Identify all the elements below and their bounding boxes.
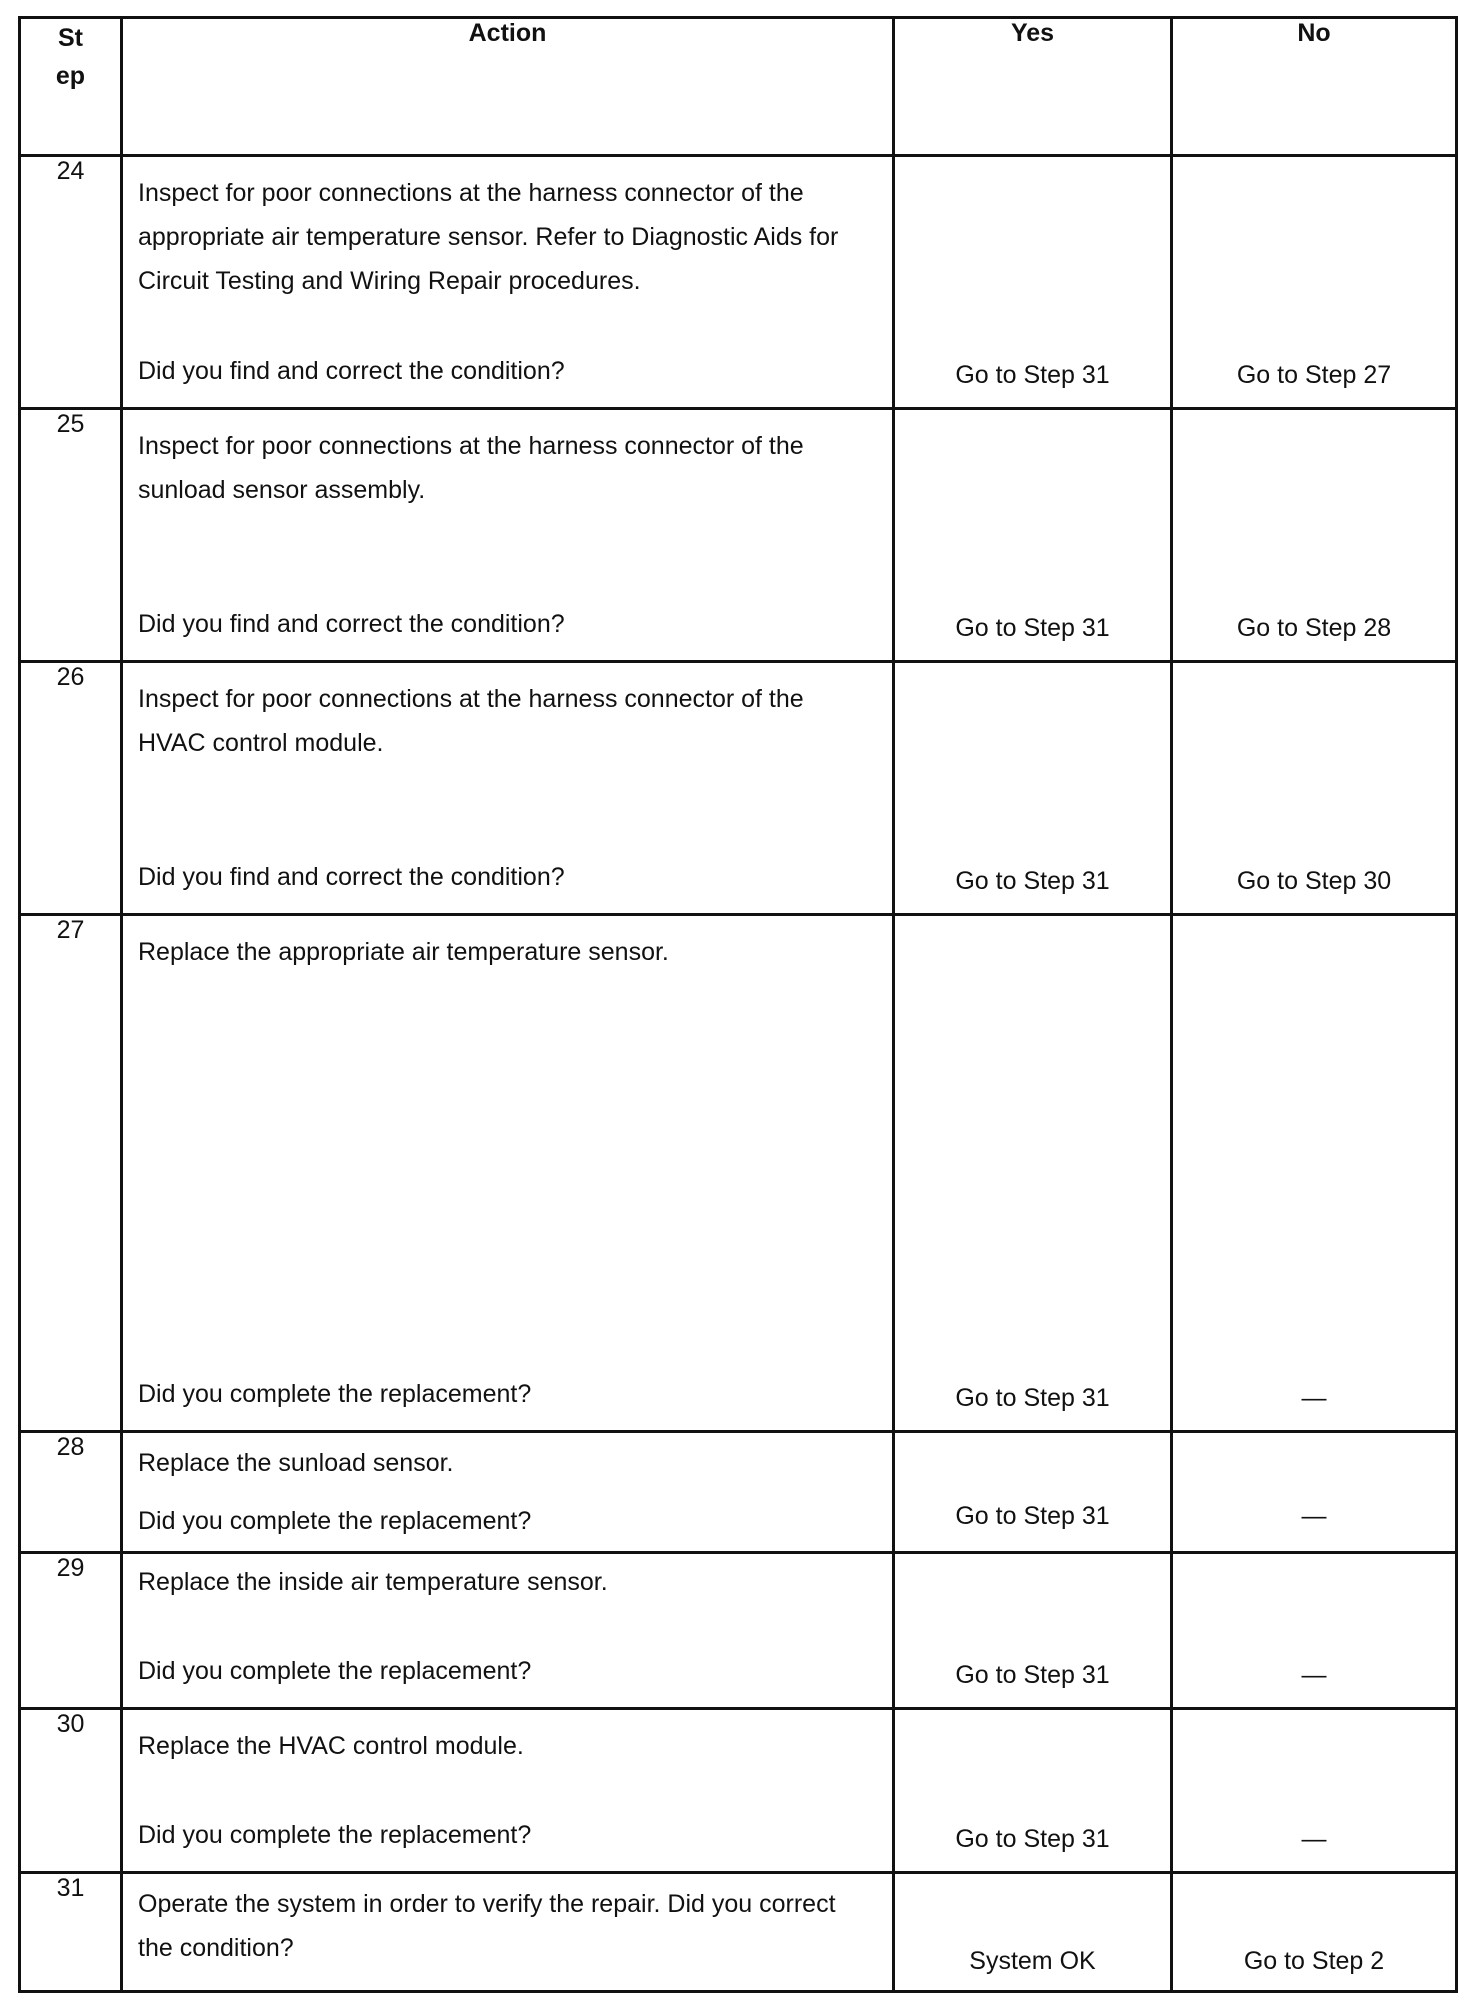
action-instruction: Inspect for poor connections at the harness connector of the HVAC control module. [138,685,804,757]
yes-cell [894,1432,1172,1553]
no-cell [1172,1873,1457,1992]
yes-result: Go to Step 31 [955,867,1110,895]
step-number: 28 [20,1432,122,1553]
action-instruction: Replace the appropriate air temperature sensor. [138,938,669,966]
action-instruction: Replace the HVAC control module. [138,1732,524,1760]
action-instruction: Inspect for poor connections at the harness connector of the appropriate air temperature sensor. Refer to Diagnostic Aids for Circuit Testing and Wiring Repair procedures. [138,179,839,295]
yes-cell [894,1709,1172,1873]
action-question: Did you find and correct the condition? [138,357,565,385]
action-cell [122,915,894,1432]
step-number: 31 [20,1873,122,1992]
header-action: Action [122,18,894,156]
no-cell [1172,915,1457,1432]
step-number: 24 [20,156,122,409]
no-cell [1172,1709,1457,1873]
no-cell [1172,409,1457,662]
yes-result: Go to Step 31 [955,1502,1110,1530]
yes-result: Go to Step 31 [955,614,1110,642]
table-row [20,915,1457,1432]
no-cell [1172,1432,1457,1553]
action-cell [122,1553,894,1709]
yes-cell [894,156,1172,409]
action-cell [122,662,894,915]
step-number: 25 [20,409,122,662]
no-result: — [1301,1502,1327,1530]
no-result: — [1301,1825,1327,1853]
table-row [20,1553,1457,1709]
step-number: 29 [20,1553,122,1709]
table-row [20,1873,1457,1992]
table-row [20,156,1457,409]
step-number: 26 [20,662,122,915]
table-row [20,1432,1457,1553]
diagnostic-table [18,16,1458,1993]
no-result: — [1301,1661,1327,1689]
yes-cell [894,662,1172,915]
action-question: Did you find and correct the condition? [138,863,565,891]
no-cell [1172,1553,1457,1709]
yes-cell [894,915,1172,1432]
yes-result: Go to Step 31 [955,1384,1110,1412]
no-result: Go to Step 2 [1243,1947,1385,1975]
table-row [20,662,1457,915]
action-cell [122,156,894,409]
action-cell [122,409,894,662]
action-instruction: Operate the system in order to verify the repair. Did you correct the condition? [138,1890,836,1962]
yes-result: Go to Step 31 [955,1825,1110,1853]
no-cell [1172,662,1457,915]
no-cell [1172,156,1457,409]
yes-cell [894,1553,1172,1709]
action-question: Did you find and correct the condition? [138,610,565,638]
header-row [20,18,1457,156]
header-step: St ep [20,18,122,156]
yes-result: Go to Step 31 [955,1661,1110,1689]
action-question: Did you complete the replacement? [138,1507,532,1535]
no-result: Go to Step 30 [1236,867,1392,895]
action-question: Did you complete the replacement? [138,1821,532,1849]
yes-result: Go to Step 31 [955,361,1110,389]
action-question: Did you complete the replacement? [138,1657,532,1685]
action-cell [122,1709,894,1873]
no-result: Go to Step 28 [1236,614,1392,642]
action-cell [122,1432,894,1553]
header-no: No [1172,18,1457,156]
yes-cell [894,409,1172,662]
header-yes: Yes [894,18,1172,156]
step-number: 30 [20,1709,122,1873]
action-instruction: Replace the sunload sensor. [138,1449,454,1477]
action-instruction: Replace the inside air temperature sensor. [138,1568,608,1596]
no-result: Go to Step 27 [1236,361,1392,389]
yes-result: System OK [969,1947,1096,1975]
yes-cell [894,1873,1172,1992]
no-result: — [1301,1384,1327,1412]
action-instruction: Inspect for poor connections at the harness connector of the sunload sensor assembly. [138,432,804,504]
table-row [20,1709,1457,1873]
action-cell [122,1873,894,1992]
table-row [20,409,1457,662]
step-number: 27 [20,915,122,1432]
action-question: Did you complete the replacement? [138,1380,532,1408]
